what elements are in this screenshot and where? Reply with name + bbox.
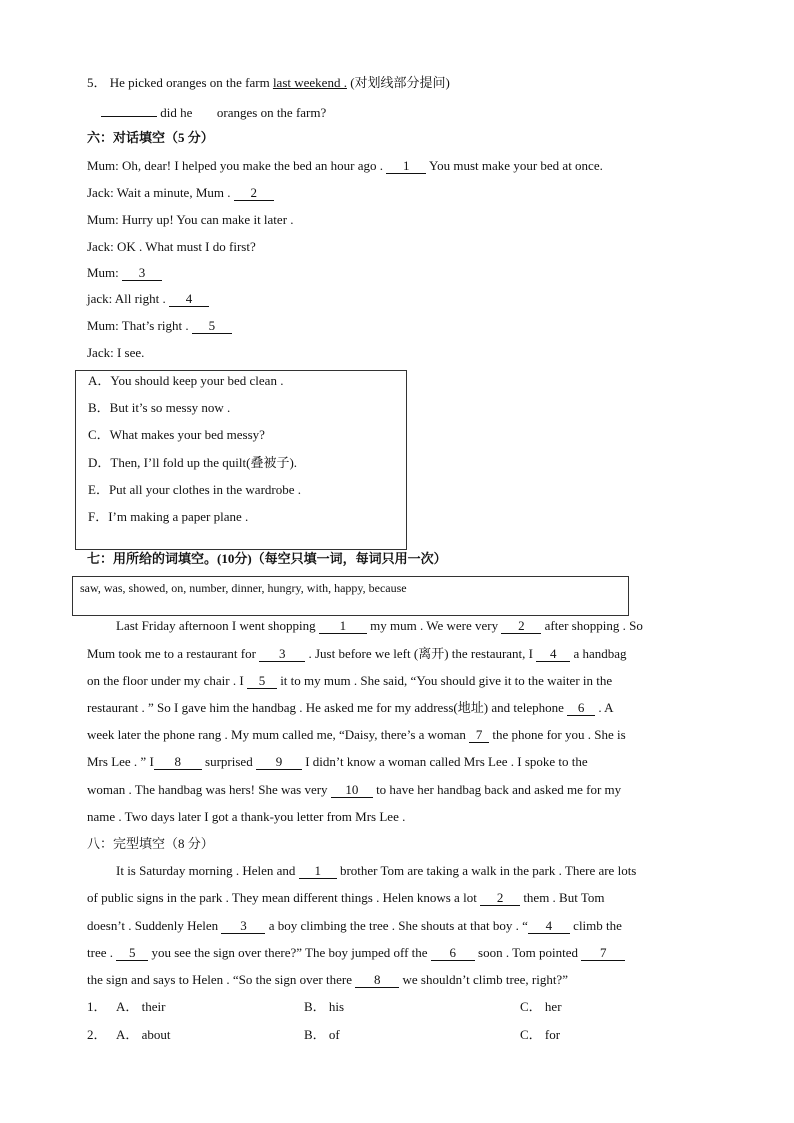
passage-text: It is Saturday morning . Helen and xyxy=(116,863,299,878)
passage-text: on the floor under my chair . I xyxy=(87,673,247,688)
word-bank: saw, was, showed, on, number, dinner, hungry, with, happy, because xyxy=(80,581,407,595)
answer-blank[interactable]: 8 xyxy=(154,755,202,770)
dialogue-text: Mum: That’s right . xyxy=(87,318,192,333)
passage-line xyxy=(87,917,622,935)
passage-text: we shouldn’t climb tree, right?” xyxy=(399,972,568,987)
passage-text: surprised xyxy=(201,754,256,769)
passage-line xyxy=(87,672,612,690)
passage-text: to have her handbag back and asked me for my xyxy=(372,782,622,797)
option-item: A．You should keep your bed clean . xyxy=(88,373,284,388)
passage-text: doesn’t . Suddenly Helen xyxy=(87,918,222,933)
dialogue-blank[interactable]: 4 xyxy=(169,292,209,307)
answer-blank[interactable]: 1 xyxy=(299,864,337,879)
option-item: F．I’m making a paper plane . xyxy=(88,509,249,524)
passage-text: Last Friday afternoon I went shopping xyxy=(116,618,319,633)
passage-line xyxy=(87,645,627,663)
choice-option-c[interactable]: C． her xyxy=(520,999,562,1014)
passage-line xyxy=(87,753,588,771)
dialogue-text: Mum: xyxy=(87,265,123,280)
dialogue-blank[interactable]: 1 xyxy=(386,159,426,174)
passage-text: name . Two days later I got a thank-you letter from Mrs Lee . xyxy=(87,809,406,824)
passage-text: Mum took me to a restaurant for xyxy=(87,646,260,661)
passage-text: it to my mum . She said, “You should give it to the waiter in the xyxy=(276,673,613,688)
passage-line xyxy=(87,971,568,989)
passage-line xyxy=(116,862,636,880)
passage-line xyxy=(87,699,614,717)
dialogue-line xyxy=(87,238,256,256)
passage-text: restaurant . ” So I gave him the handbag . He asked me for my address(地址) and telephone xyxy=(87,700,568,715)
answer-text: did he xyxy=(160,105,193,120)
dialogue-blank[interactable]: 5 xyxy=(192,319,232,334)
passage-text: the phone for you . She is xyxy=(489,727,626,742)
choice-option-b[interactable]: B． his xyxy=(304,999,345,1014)
underlined-phrase: last weekend . xyxy=(272,75,347,90)
dialogue-text: Mum: Oh, dear! I helped you make the bed an hour ago . xyxy=(87,158,387,173)
passage-text: after shopping . So xyxy=(541,618,643,633)
dialogue-text: Jack: Wait a minute, Mum . xyxy=(87,185,234,200)
dialogue-line xyxy=(87,317,232,335)
instruction: (对划线部分提问) xyxy=(350,75,450,90)
option-item: C．What makes your bed messy? xyxy=(88,427,265,442)
answer-blank[interactable] xyxy=(101,116,157,117)
dialogue-line xyxy=(87,264,162,282)
answer-blank[interactable]: 8 xyxy=(355,973,399,988)
answer-blank[interactable]: 5 xyxy=(116,946,148,961)
passage-text: you see the sign over there?” The boy jumped off the xyxy=(148,945,431,960)
passage-text: of public signs in the park . They mean different things . Helen knows a lot xyxy=(87,890,481,905)
choice-option-b[interactable]: B． of xyxy=(304,1027,340,1042)
passage-text: . Just before we left (离开) the restaurant, I xyxy=(305,646,537,661)
dialogue-line xyxy=(87,211,294,229)
option-item: D．Then, I’ll fold up the quilt(叠被子). xyxy=(88,455,298,470)
answer-blank[interactable]: 7 xyxy=(469,728,489,743)
answer-blank[interactable]: 2 xyxy=(501,619,541,634)
dialogue-line xyxy=(87,184,274,202)
dialogue-blank[interactable]: 3 xyxy=(122,266,162,281)
answer-blank[interactable]: 3 xyxy=(259,647,305,662)
answer-blank[interactable]: 4 xyxy=(528,919,570,934)
passage-text: them . But Tom xyxy=(520,890,605,905)
section-7-title: 七：用所给的词填空。(10分)（每空只填一词，每词只用一次） xyxy=(87,551,447,566)
passage-line xyxy=(87,781,621,799)
passage-line xyxy=(87,808,405,826)
passage-text: soon . Tom pointed xyxy=(474,945,582,960)
answer-blank[interactable]: 9 xyxy=(256,755,302,770)
section-8-title: 八：完型填空（8 分） xyxy=(87,836,214,851)
answer-blank[interactable]: 6 xyxy=(567,701,595,716)
passage-text: tree . xyxy=(87,945,117,960)
passage-text: a handbag xyxy=(570,646,627,661)
passage-text: my mum . We were very xyxy=(366,618,502,633)
answer-text: oranges on the farm? xyxy=(216,105,327,120)
choice-option-c[interactable]: C． for xyxy=(520,1027,561,1042)
option-item: E．Put all your clothes in the wardrobe . xyxy=(88,482,302,497)
passage-text: brother Tom are taking a walk in the park . There are lots xyxy=(336,863,637,878)
answer-blank[interactable]: 4 xyxy=(536,647,570,662)
choice-option-a[interactable]: A． about xyxy=(116,1027,171,1042)
passage-text: climb the xyxy=(569,918,622,933)
passage-text: week later the phone rang . My mum called me, “Daisy, there’s a woman xyxy=(87,727,470,742)
passage-text: woman . The handbag was hers! She was very xyxy=(87,782,331,797)
question-5-answer xyxy=(101,104,326,122)
passage-text: a boy climbing the tree . She shouts at that boy . “ xyxy=(265,918,528,933)
dialogue-line xyxy=(87,290,209,308)
choice-number: 1． xyxy=(87,999,107,1014)
question-text: He picked oranges on the farm xyxy=(109,75,273,90)
answer-blank[interactable]: 3 xyxy=(221,919,265,934)
dialogue-text: jack: All right . xyxy=(87,291,169,306)
answer-blank[interactable]: 1 xyxy=(319,619,367,634)
answer-blank[interactable]: 6 xyxy=(431,946,475,961)
question-number: 5． xyxy=(87,75,107,90)
section-6-title: 六：对话填空（5 分） xyxy=(87,130,214,145)
dialogue-text: Jack: OK . What must I do first? xyxy=(87,239,256,254)
dialogue-text: Mum: Hurry up! You can make it later . xyxy=(87,212,294,227)
answer-blank[interactable]: 7 xyxy=(581,946,625,961)
dialogue-line xyxy=(87,157,603,175)
dialogue-line xyxy=(87,344,144,362)
passage-text: . A xyxy=(595,700,614,715)
option-item: B．But it’s so messy now . xyxy=(88,400,231,415)
question-5 xyxy=(87,74,450,92)
passage-line xyxy=(116,617,643,635)
passage-text: I didn’t know a woman called Mrs Lee . I spoke to the xyxy=(301,754,588,769)
answer-blank[interactable]: 10 xyxy=(331,783,373,798)
passage-text: the sign and says to Helen . “So the sign over there xyxy=(87,972,356,987)
passage-line xyxy=(87,889,605,907)
dialogue-text: Jack: I see. xyxy=(87,345,145,360)
choice-option-a[interactable]: A． their xyxy=(116,999,166,1014)
passage-line xyxy=(87,944,625,962)
passage-line xyxy=(87,726,626,744)
answer-blank[interactable]: 5 xyxy=(247,674,277,689)
passage-text: Mrs Lee . ” I xyxy=(87,754,154,769)
dialogue-blank[interactable]: 2 xyxy=(234,186,274,201)
dialogue-text: You must make your bed at once. xyxy=(426,158,603,173)
choice-number: 2． xyxy=(87,1027,107,1042)
answer-blank[interactable]: 2 xyxy=(480,891,520,906)
